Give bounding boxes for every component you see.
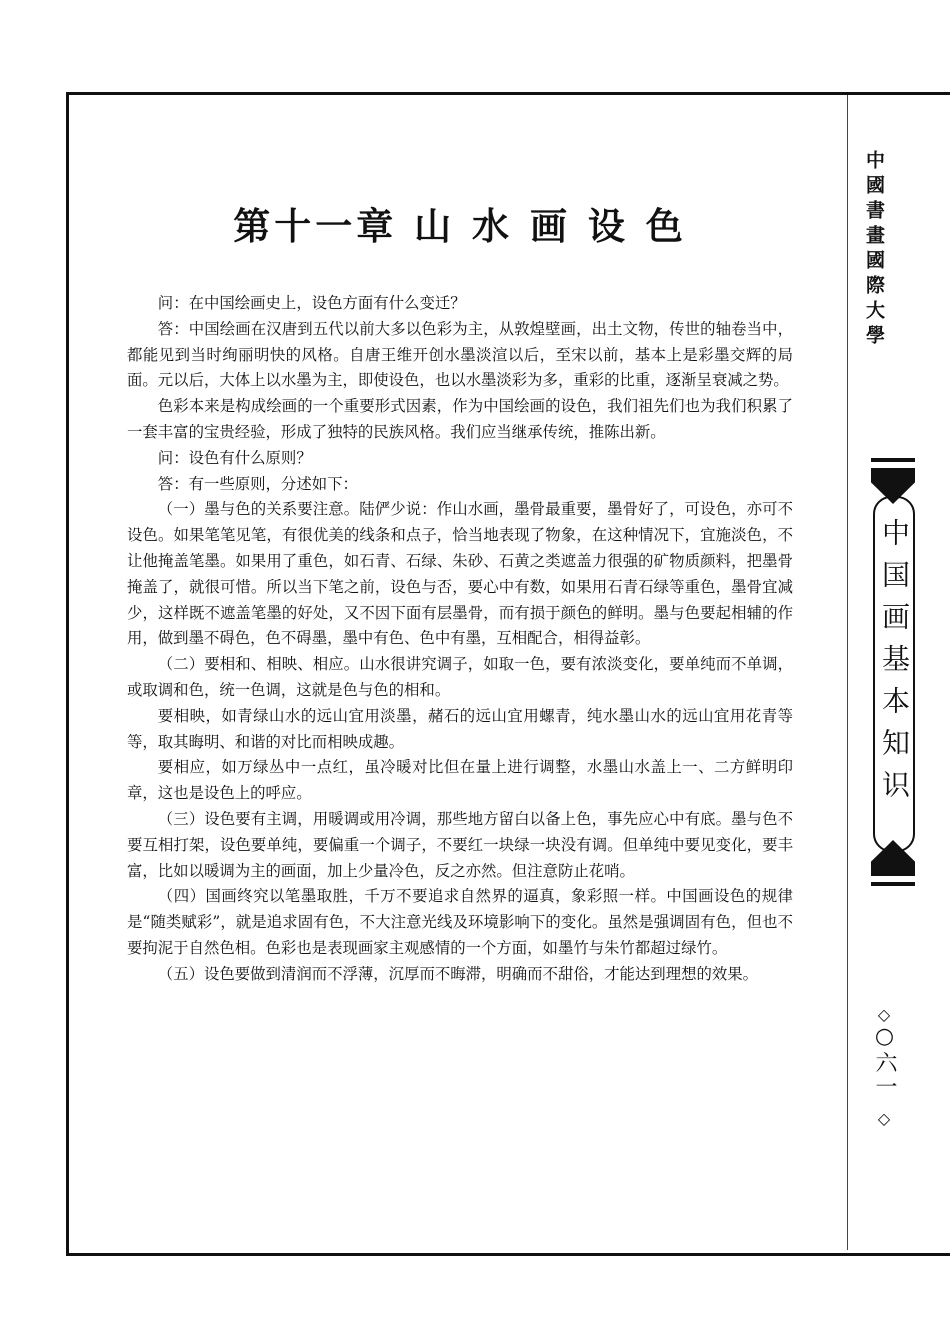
frame-bar (871, 882, 915, 886)
body-text (127, 290, 793, 988)
paragraph: （一）墨与色的关系要注意。陆俨少说：作山水画，墨骨最重要，墨骨好了，可设色，亦可不设色。如果笔笔见笔，有很优美的线条和点子，恰当地表现了物象，在这种情况下，宜施淡色，不让他掩盖笔墨。如果用了重色，如石青、石绿、朱砂、石黄之类遮盖力很强的矿物质颜料，把墨骨掩盖了，就很可惜。所以当下笔之前，设色与否，要心中有数，如果用石青石绿等重色，墨骨宜减少，这样既不遮盖笔墨的好处，又不因下面有层墨骨，而有损于颜色的鲜明。墨与色要起相辅的作用，做到墨不碍色，色不碍墨，墨中有色、色中有墨，互相配合，相得益彰。 (127, 500, 793, 648)
paragraph: 答：中国绘画在汉唐到五代以前大多以色彩为主，从敦煌壁画，出土文物，传世的轴卷当中，都能见到当时绚丽明快的风格。自唐王维开创水墨淡渲以后，至宋以前，基本上是彩墨交辉的局面。元以后，大体上以水墨为主，即使设色，也以水墨淡彩为多，重彩的比重，逐渐呈衰减之势。 (127, 319, 793, 390)
paragraph: 色彩本来是构成绘画的一个重要形式因素，作为中国绘画的设色，我们祖先们也为我们积累了一套丰富的宝贵经验，形成了独特的民族风格。我们应当继承传统，推陈出新。 (127, 397, 793, 441)
sidebar-divider (847, 95, 848, 1250)
paragraph: （二）要相和、相映、相应。山水很讲究调子，如取一色，要有浓淡变化，要单纯而不单调，或取调和色，统一色调，这就是色与色的相和。 (127, 655, 793, 699)
paragraph: 答：有一些原则，分述如下： (157, 474, 358, 493)
page-number-block (866, 1006, 902, 1128)
diamond-icon: ◇ (877, 1005, 891, 1024)
book-title: 中国画基本知识 (878, 518, 911, 812)
paragraph: 要相映，如青绿山水的远山宜用淡墨，赭石的远山宜用螺青，纯水墨山水的远山宜用花青等等，取其晦明、和谐的对比而相映成趣。 (127, 706, 793, 751)
paragraph: 问：在中国绘画史上，设色方面有什么变迁？ (157, 294, 466, 312)
paragraph: （四）国画终究以笔墨取胜，千万不要追求自然界的逼真，象彩照一样。中国画设色的规律是“随类赋彩”，就是追求固有色，不大注意光线及环境影响下的变化。虽然是强调固有色，但也不要拘泥于自然色相。色彩也是表现画家主观感情的一个方面，如墨竹与朱竹都超过绿竹。 (127, 887, 793, 957)
paragraph: 要相应，如万绿丛中一点红，虽冷暖对比但在量上进行调整，水墨山水盖上一、二方鲜明印章，这也是设色上的呼应。 (127, 758, 793, 803)
diamond-icon: ◇ (877, 1109, 891, 1128)
frame-bar (871, 458, 915, 462)
chapter-title: 第十一章 山 水 画 设 色 (233, 204, 687, 248)
paragraph: （三）设色要有主调，用暖调或用冷调，那些地方留白以备上色，事先应心中有底。墨与色不要互相打架，设色要单纯，要偏重一个调子，不要红一块绿一块没有调。但单纯中要见变化，要丰富，比如以暖调为主的画面，加上少量冷色，反之亦然。但注意防止花哨。 (127, 809, 793, 880)
paragraph: 问：设色有什么原则？ (157, 448, 312, 467)
paragraph: （五）设色要做到清润而不浮薄，沉厚而不晦滞，明确而不甜俗，才能达到理想的效果。 (157, 964, 759, 983)
publisher-name: 中國書畫國際大學 (863, 150, 885, 350)
page-number: ○六一 (872, 1024, 897, 1099)
